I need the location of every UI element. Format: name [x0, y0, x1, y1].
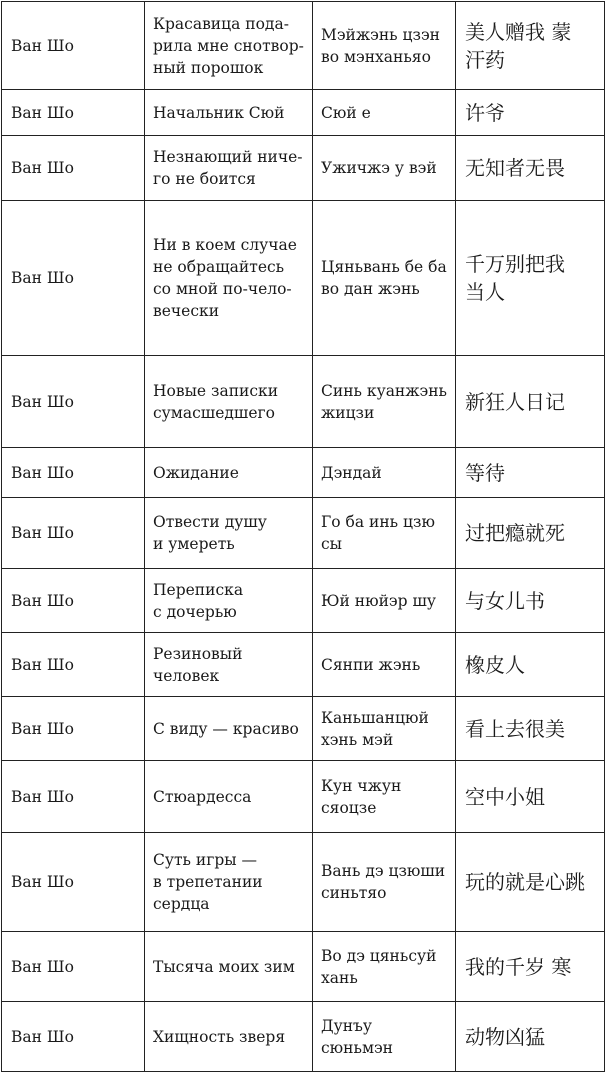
- transliteration-cell: [313, 833, 456, 932]
- russian-title-line: Хищность зверя: [153, 1027, 286, 1046]
- transliteration-cell: [313, 356, 456, 448]
- russian-title-line: Отвести душу: [153, 513, 267, 531]
- russian-title-cell: [145, 761, 313, 833]
- transliteration-line: Вань дэ цзюши: [321, 862, 446, 880]
- chinese-title-cell: [456, 697, 605, 761]
- russian-title-cell: [145, 932, 313, 1002]
- russian-title-cell: [145, 201, 313, 356]
- russian-title-cell: [145, 1002, 313, 1072]
- chinese-title-line: 玩的就是心跳: [465, 870, 585, 894]
- russian-title-line: го не боится: [153, 170, 256, 188]
- russian-title-line: Начальник Сюй: [153, 103, 285, 122]
- transliteration-line: Цяньвань бе ба: [321, 258, 447, 276]
- author-cell: Ван Шо: [2, 569, 145, 633]
- russian-title-cell: [145, 697, 313, 761]
- russian-title-line: не обращайтесь: [153, 258, 285, 276]
- table-row: [2, 2, 605, 90]
- transliteration-line: жицзи: [321, 403, 375, 422]
- works-table-body: [2, 2, 605, 1072]
- chinese-title-line: 等待: [465, 460, 505, 485]
- chinese-title-line: 橡皮人: [465, 652, 525, 677]
- author-cell: Ван Шо: [2, 356, 145, 448]
- transliteration-cell: [313, 633, 456, 697]
- russian-title-cell: [145, 633, 313, 697]
- table-row: [2, 90, 605, 136]
- table-row: [2, 356, 605, 448]
- chinese-title-cell: [456, 2, 605, 90]
- author-cell: Ван Шо: [2, 448, 145, 498]
- russian-title-cell: [145, 498, 313, 569]
- transliteration-line: Сянпи жэнь: [321, 655, 421, 674]
- transliteration-line: Го ба инь цзю: [321, 513, 435, 531]
- table-row: [2, 633, 605, 697]
- russian-title-line: рила мне снотвор-: [153, 36, 304, 55]
- transliteration-cell: [313, 201, 456, 356]
- transliteration-cell: [313, 136, 456, 201]
- chinese-title-line: 千万别把我: [465, 252, 565, 276]
- chinese-title-cell: [456, 136, 605, 201]
- russian-title-line: С виду — красиво: [153, 719, 299, 738]
- transliteration-cell: [313, 1002, 456, 1072]
- russian-title-line: Стюардесса: [153, 787, 252, 806]
- russian-title-cell: [145, 356, 313, 448]
- russian-title-line: Новые записки: [153, 381, 279, 400]
- table-row: [2, 833, 605, 932]
- russian-title-cell: [145, 2, 313, 90]
- transliteration-line: Юй нюйэр шу: [321, 591, 436, 610]
- chinese-title-line: 许爷: [465, 100, 505, 125]
- chinese-title-line: 汗药: [465, 47, 505, 72]
- chinese-title-line: 我的千岁 寒: [465, 954, 572, 979]
- chinese-title-line: 无知者无畏: [465, 156, 565, 180]
- transliteration-line: Каньшанцюй: [321, 708, 429, 727]
- russian-title-line: со мной по-чело-: [153, 280, 292, 298]
- chinese-title-line: 当人: [465, 280, 505, 304]
- chinese-title-line: 空中小姐: [465, 784, 545, 809]
- author-cell: Ван Шо: [2, 761, 145, 833]
- transliteration-cell: [313, 697, 456, 761]
- russian-title-line: Красавица пода-: [153, 14, 289, 33]
- chinese-title-cell: [456, 201, 605, 356]
- russian-title-line: Суть игры —: [153, 851, 258, 869]
- table-row: [2, 932, 605, 1002]
- transliteration-line: сы: [321, 535, 343, 553]
- transliteration-line: Синь куанжэнь: [321, 381, 447, 400]
- transliteration-cell: [313, 2, 456, 90]
- table-row: [2, 201, 605, 356]
- transliteration-line: Мэйжэнь цзэн: [321, 25, 440, 44]
- transliteration-line: Кун чжун: [321, 776, 402, 795]
- transliteration-cell: [313, 498, 456, 569]
- transliteration-line: синьтяо: [321, 884, 387, 902]
- works-table: [1, 1, 605, 1072]
- chinese-title-cell: [456, 90, 605, 136]
- transliteration-line: Дэндай: [321, 463, 382, 482]
- chinese-title-cell: [456, 761, 605, 833]
- table-row: [2, 569, 605, 633]
- chinese-title-cell: [456, 932, 605, 1002]
- chinese-title-line: 动物凶猛: [465, 1024, 545, 1049]
- transliteration-line: Ужичжэ у вэй: [321, 159, 437, 177]
- chinese-title-cell: [456, 833, 605, 932]
- chinese-title-line: 美人赠我 蒙: [465, 19, 572, 44]
- russian-title-cell: [145, 833, 313, 932]
- table-row: [2, 697, 605, 761]
- chinese-title-line: 看上去很美: [465, 716, 565, 741]
- table-row: [2, 136, 605, 201]
- russian-title-line: в трепетании: [153, 873, 263, 891]
- author-cell: Ван Шо: [2, 136, 145, 201]
- table-row: [2, 761, 605, 833]
- transliteration-line: Во дэ цяньсуй: [321, 946, 437, 965]
- transliteration-line: сюньмэн: [321, 1038, 394, 1057]
- chinese-title-line: 新狂人日记: [465, 389, 565, 414]
- russian-title-cell: [145, 448, 313, 498]
- russian-title-line: вечески: [153, 302, 220, 320]
- transliteration-cell: [313, 569, 456, 633]
- russian-title-line: человек: [153, 666, 220, 685]
- russian-title-line: сердца: [153, 895, 210, 913]
- transliteration-line: Сюй е: [321, 103, 371, 122]
- russian-title-line: Тысяча моих зим: [153, 957, 295, 976]
- chinese-title-cell: [456, 356, 605, 448]
- transliteration-cell: [313, 932, 456, 1002]
- russian-title-line: ный порошок: [153, 58, 264, 77]
- russian-title-line: Ни в коем случае: [153, 236, 297, 254]
- russian-title-line: и умереть: [153, 535, 235, 553]
- russian-title-line: Переписка: [153, 580, 244, 599]
- table-row: [2, 448, 605, 498]
- transliteration-line: хэнь мэй: [321, 730, 394, 749]
- author-cell: Ван Шо: [2, 833, 145, 932]
- russian-title-cell: [145, 136, 313, 201]
- transliteration-cell: [313, 761, 456, 833]
- author-cell: Ван Шо: [2, 201, 145, 356]
- russian-title-line: Незнающий ниче-: [153, 148, 303, 166]
- russian-title-line: с дочерью: [153, 602, 237, 621]
- transliteration-line: сяоцзе: [321, 798, 377, 817]
- author-cell: Ван Шо: [2, 633, 145, 697]
- russian-title-cell: [145, 569, 313, 633]
- russian-title-line: Резиновый: [153, 644, 243, 663]
- author-cell: Ван Шо: [2, 498, 145, 569]
- transliteration-line: во дан жэнь: [321, 280, 420, 298]
- author-cell: Ван Шо: [2, 1002, 145, 1072]
- russian-title-cell: [145, 90, 313, 136]
- chinese-title-cell: [456, 498, 605, 569]
- chinese-title-cell: [456, 448, 605, 498]
- transliteration-line: во мэнханьяо: [321, 47, 431, 66]
- table-row: [2, 498, 605, 569]
- author-cell: Ван Шо: [2, 932, 145, 1002]
- author-cell: Ван Шо: [2, 2, 145, 90]
- transliteration-cell: [313, 448, 456, 498]
- chinese-title-line: 过把瘾就死: [465, 521, 565, 545]
- chinese-title-cell: [456, 633, 605, 697]
- author-cell: Ван Шо: [2, 90, 145, 136]
- chinese-title-cell: [456, 1002, 605, 1072]
- chinese-title-cell: [456, 569, 605, 633]
- russian-title-line: сумасшедшего: [153, 403, 275, 422]
- author-cell: Ван Шо: [2, 697, 145, 761]
- transliteration-line: Дунъу: [321, 1016, 373, 1035]
- chinese-title-line: 与女儿书: [465, 588, 545, 613]
- transliteration-cell: [313, 90, 456, 136]
- russian-title-line: Ожидание: [153, 463, 239, 482]
- transliteration-line: хань: [321, 968, 358, 987]
- table-row: [2, 1002, 605, 1072]
